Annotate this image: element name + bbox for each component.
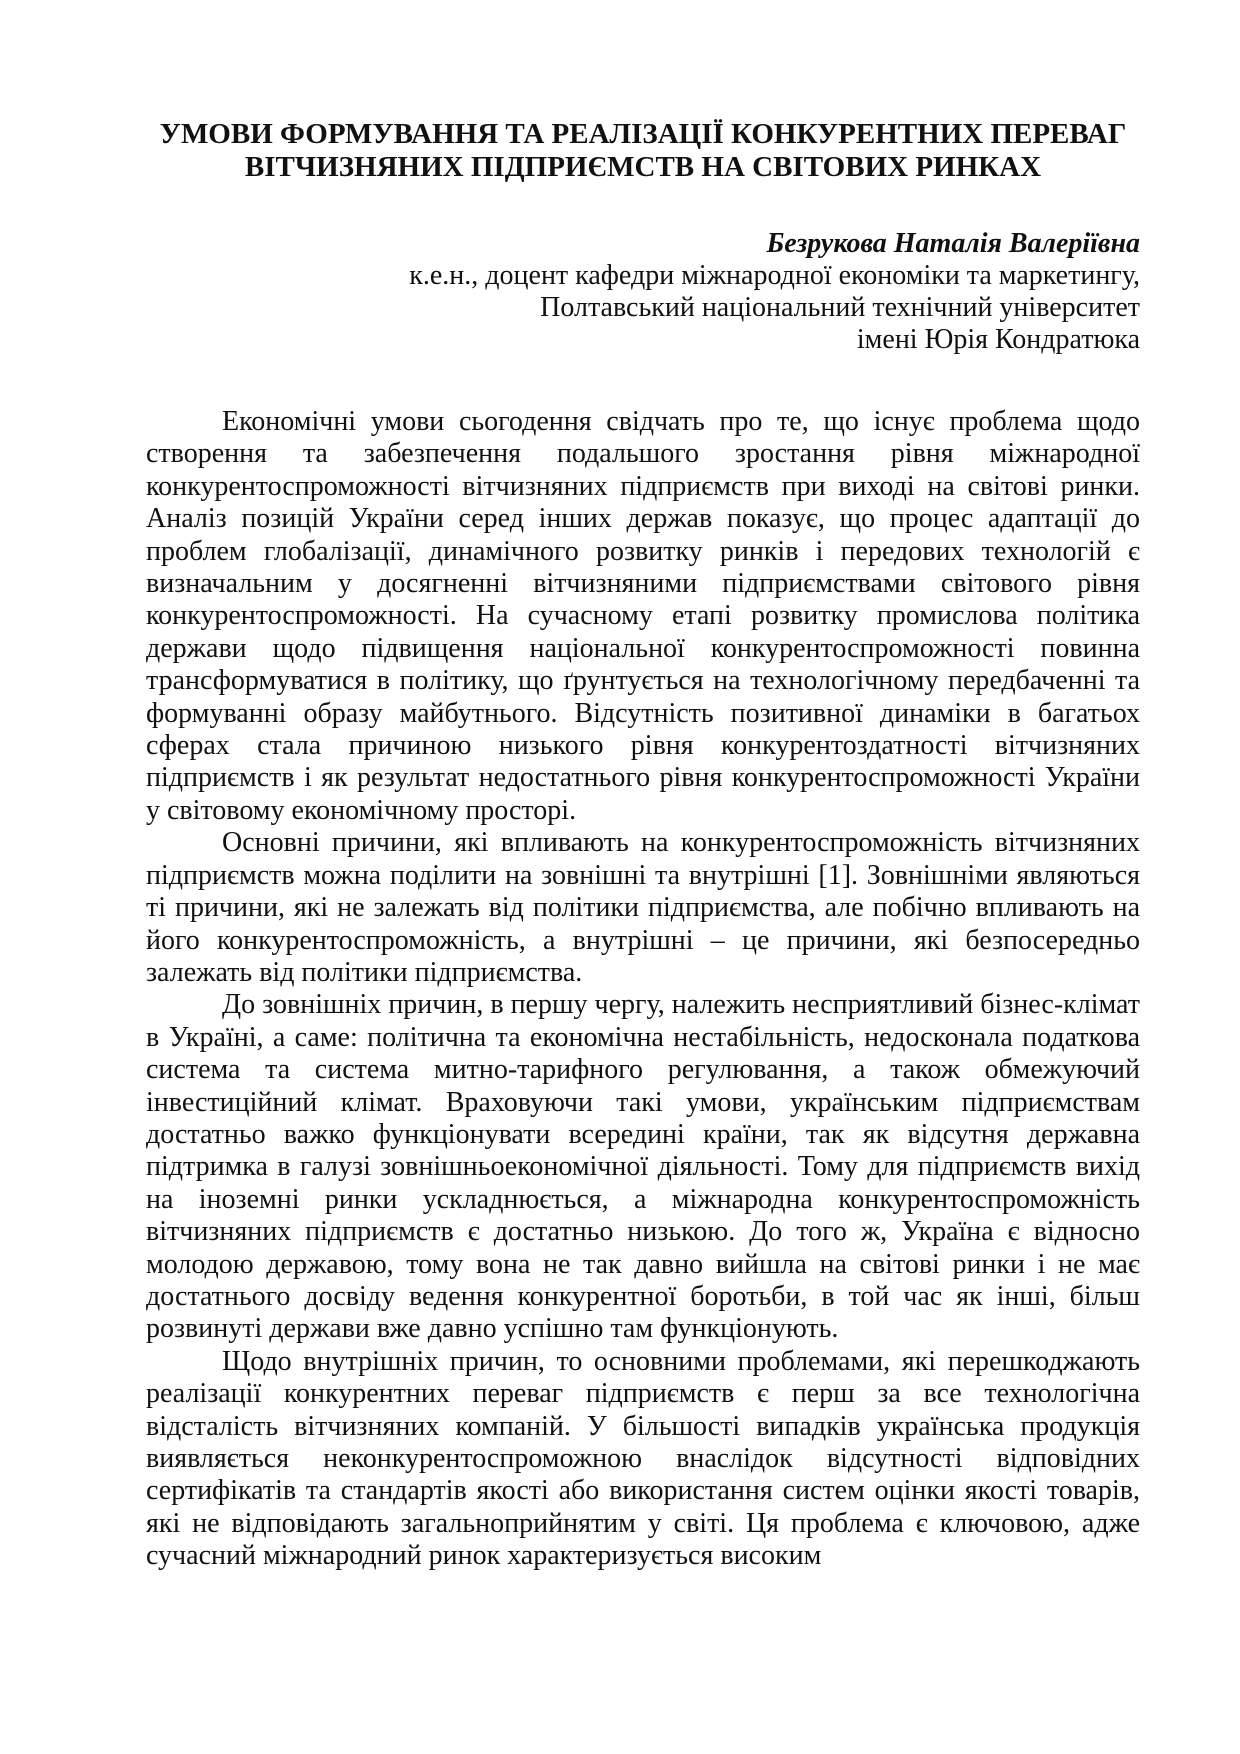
paragraph-2: Основні причини, які впливають на конкурентоспроможність вітчизняних підприємств можна поділити на зовнішні та внутрішні [1]. Зовнішніми являються ті причини, які не залежать від політики підприємства, але побічно впливають на його конкурентоспроможність, а внутрішні – це причини, які безпосередньо залежать від політики підприємства. <box>146 827 1140 988</box>
author-university: Полтавський національний технічний університет <box>540 292 1140 323</box>
author-name: Безрукова Наталія Валеріївна <box>766 228 1140 259</box>
article-title <box>146 118 1140 184</box>
paragraph-1: Економічні умови сьогодення свідчать про те, що існує проблема щодо створення та забезпечення подальшого зростання рівня міжнародної конкурентоспроможності вітчизняних підприємств при виході на світові ринки. Аналіз позицій України серед інших держав показує, що процес адаптації до проблем глобалізації, динамічного розвитку ринків і передових технологій є визначальним у досягненні вітчизняними підприємствами світового рівня конкурентоспроможності. На сучасному етапі розвитку промислова політика держави щодо підвищення національної конкурентоспроможності повинна трансформуватися в політику, що ґрунтується на технологічному передбаченні та формуванні образу майбутнього. Відсутність позитивної динаміки в багатьох сферах стала причиною низького рівня конкурентоздатності вітчизняних підприємств і як результат недостатнього рівня конкурентоспроможності України у світовому економічному просторі. <box>146 406 1140 826</box>
author-university-name: імені Юрія Кондратюка <box>856 324 1140 355</box>
paragraph-3: До зовнішніх причин, в першу чергу, належить несприятливий бізнес-клімат в Україні, а саме: політична та економічна нестабільність, недосконала податкова система та система митно-тарифного регулювання, а також обмежуючий інвестиційний клімат. Враховуючи такі умови, українським підприємствам достатньо важко функціонувати всередині країни, так як відсутня державна підтримка в галузі зовнішньоекономічної діяльності. Тому для підприємств вихід на іноземні ринки ускладнюється, а міжнародна конкурентоспроможність вітчизняних підприємств є достатньо низькою. До того ж, Україна є відносно молодою державою, тому вона не так давно вийшла на світові ринки і не має достатнього досвіду ведення конкурентної боротьби, в той час як інші, більш розвинуті держави вже давно успішно там функціонують. <box>146 989 1140 1345</box>
article-body <box>146 406 1140 1573</box>
author-block <box>146 228 1140 356</box>
author-position: к.е.н., доцент кафедри міжнародної економіки та маркетингу, <box>409 260 1140 291</box>
title-line-1: УМОВИ ФОРМУВАННЯ ТА РЕАЛІЗАЦІЇ КОНКУРЕНТНИХ ПЕРЕВАГ <box>159 118 1127 150</box>
paragraph-4: Щодо внутрішніх причин, то основними проблемами, які перешкоджають реалізації конкурентних переваг підприємств є перш за все технологічна відсталість вітчизняних компаній. У більшості випадків українська продукція виявляється неконкурентоспроможною внаслідок відсутності відповідних сертифікатів та стандартів якості або використання систем оцінки якості товарів, які не відповідають загальноприйнятим у світі. Ця проблема є ключовою, адже сучасний міжнародний ринок характеризується високим <box>146 1345 1140 1572</box>
document-page <box>146 118 1140 1573</box>
title-line-2: ВІТЧИЗНЯНИХ ПІДПРИЄМСТВ НА СВІТОВИХ РИНКАХ <box>244 151 1042 183</box>
